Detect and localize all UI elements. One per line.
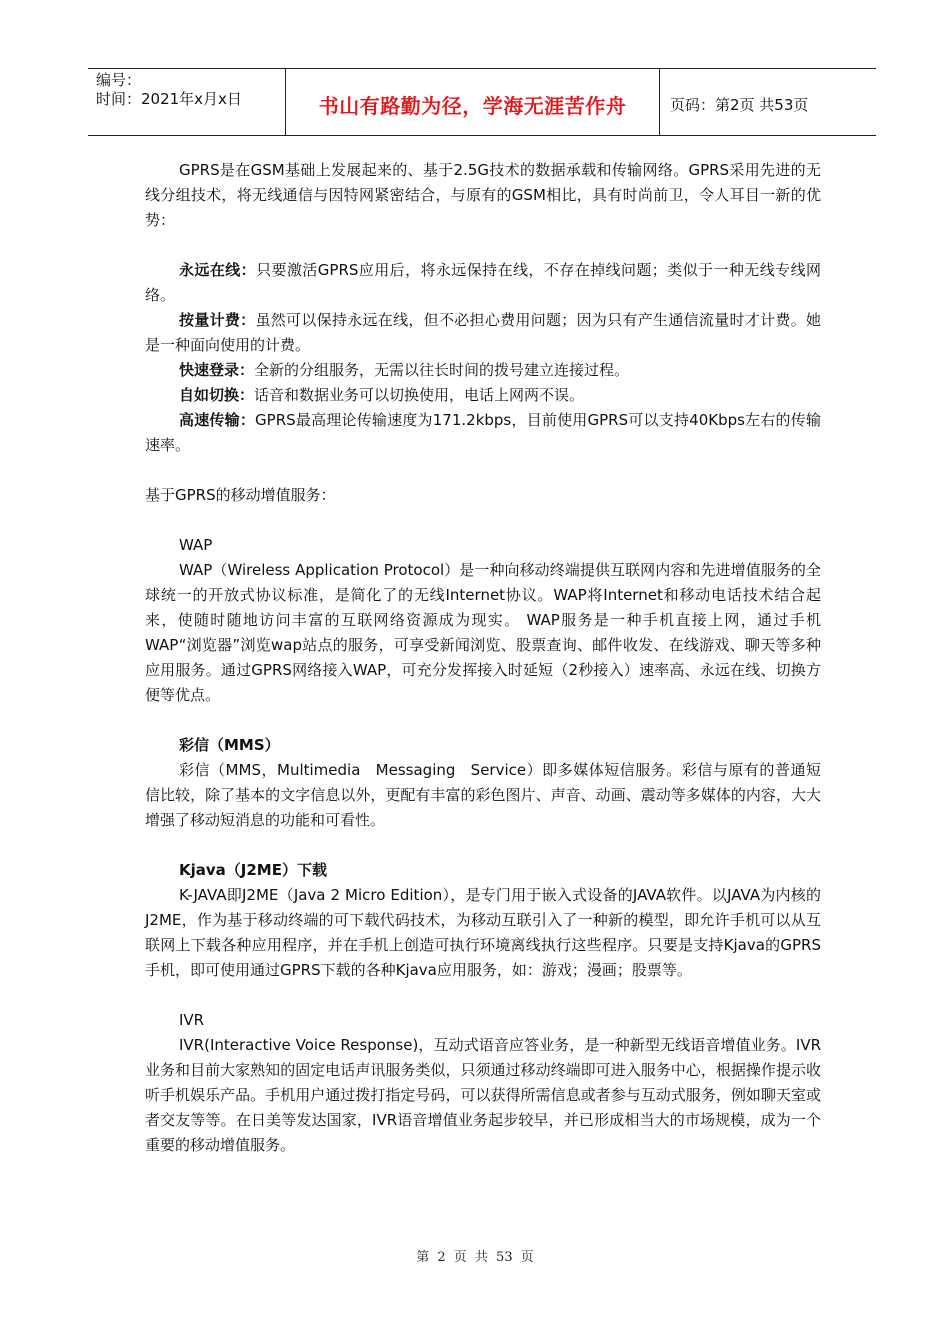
advantage-item — [145, 383, 821, 408]
header-number: 编号： — [96, 71, 142, 89]
section-text-mms: 彩信（MMS，Multimedia Messaging Service）即多媒体短信服务。彩信与原有的普通短信比较，除了基本的文字信息以外，更配有丰富的彩色图片、声音、动画、震动等多媒体的内容，大大增强了移动短消息的功能和可看性。 — [145, 761, 821, 829]
advantage-item — [145, 258, 821, 308]
header-page: 页码：第2页 共53页 — [670, 95, 809, 114]
section-text-kjava: K-JAVA即J2ME（Java 2 Micro Edition），是专门用于嵌入式设备的JAVA软件。以JAVA为内核的J2ME，作为基于移动终端的可下载代码技术，为移动互联引入了一种新的模型，即允许手机可以从互联网上下载各种应用程序，并在手机上创造可执行环境离线执行这些程序。只要是支持Kjava的GPRS手机，即可使用通过GPRS下载的各种Kjava应用服务，如：游戏；漫画；股票等。 — [145, 886, 821, 979]
advantage-term: 自如切换： — [179, 386, 255, 404]
advantage-item — [145, 358, 821, 383]
advantage-term: 高速传输： — [179, 411, 256, 429]
advantage-term: 快速登录： — [179, 361, 255, 379]
spacer — [145, 508, 821, 533]
section-text-wap: WAP（Wireless Application Protocol）是一种向移动终端提供互联网内容和先进增值服务的全球统一的开放式协议标准，是简化了的无线Internet协议。WAP将Internet和移动电话技术结合起来，使随时随地访问丰富的互联网络资源成为现实。 WAP服务是一种手机直接上网，通过手机WAP“浏览器”浏览wap站点的服务，可享受新闻浏览、股票查询、邮件收发、在线游戏、聊天等多种应用服务。通过GPRS网络接入WAP，可充分发挥接入时延短（2秒接入）速率高、永远在线、切换方便等优点。 — [145, 561, 821, 704]
section-text-ivr: IVR(Interactive Voice Response)，互动式语音应答业务，是一种新型无线语音增值业务。IVR业务和目前大家熟知的固定电话声讯服务类似，只须通过移动终端即可进入服务中心，根据操作提示收听手机娱乐产品。手机用户通过拨打指定号码，可以获得所需信息或者参与互动式服务，例如聊天室或者交友等等。在日美等发达国家，IVR语音增值业务起步较早，并已形成相当大的市场规模，成为一个重要的移动增值服务。 — [145, 1036, 821, 1154]
services-intro: 基于GPRS的移动增值服务： — [145, 486, 336, 504]
spacer — [145, 233, 821, 258]
section-title-wap: WAP — [179, 536, 213, 554]
intro-paragraph: GPRS是在GSM基础上发展起来的、基于2.5G技术的数据承载和传输网络。GPRS采用先进的无线分组技术，将无线通信与因特网紧密结合，与原有的GSM相比，具有时尚前卫，令人耳目一新的优势： — [145, 161, 821, 229]
section-title-mms: 彩信（MMS） — [179, 736, 280, 754]
advantage-term: 永远在线： — [179, 261, 257, 279]
advantage-text: 全新的分组服务，无需以往长时间的拨号建立连接过程。 — [254, 361, 630, 379]
spacer — [145, 708, 821, 733]
section-title-kjava: Kjava（J2ME）下载 — [179, 861, 327, 879]
section-title-ivr: IVR — [179, 1011, 205, 1029]
advantage-text: 话音和数据业务可以切换使用，电话上网两不误。 — [254, 386, 585, 404]
advantage-term: 按量计费： — [179, 311, 256, 329]
spacer — [145, 833, 821, 858]
advantage-item — [145, 308, 821, 358]
header-time: 时间：2021年x月x日 — [96, 90, 242, 108]
page-header — [88, 68, 876, 136]
advantage-text: GPRS最高理论传输速度为171.2kbps，目前使用GPRS可以支持40Kbps左右的传输速率。 — [145, 411, 821, 454]
advantage-text: 只要激活GPRS应用后，将永远保持在线，不存在掉线问题；类似于一种无线专线网络。 — [145, 261, 821, 304]
document-body — [145, 158, 821, 1158]
page-footer: 第 2 页 共 53 页 — [416, 1250, 534, 1265]
spacer — [145, 458, 821, 483]
advantage-item — [145, 408, 821, 458]
header-motto: 书山有路勤为径，学海无涯苦作舟 — [286, 69, 660, 135]
header-meta — [88, 69, 286, 135]
advantage-text: 虽然可以保持永远在线，但不必担心费用问题；因为只有产生通信流量时才计费。她是一种面向使用的计费。 — [145, 311, 821, 354]
spacer — [145, 983, 821, 1008]
